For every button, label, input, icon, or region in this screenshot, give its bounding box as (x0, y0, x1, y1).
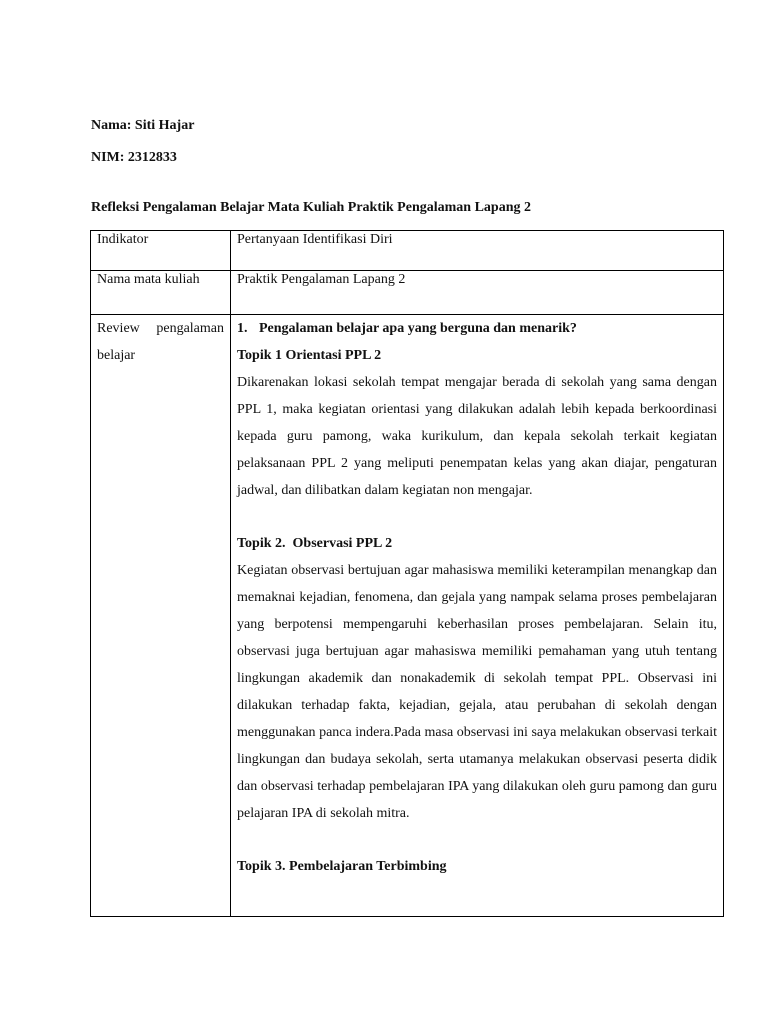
document-title: Refleksi Pengalaman Belajar Mata Kuliah Praktik Pengalaman Lapang 2 (91, 200, 531, 215)
topic-title: Topik 3. Pembelajaran Terbimbing (237, 859, 447, 874)
course-label: Nama mata kuliah (91, 271, 231, 315)
table-row (91, 271, 724, 315)
review-label (91, 315, 231, 917)
spacer (237, 504, 717, 530)
spacer (237, 827, 717, 853)
header-indikator: Indikator (91, 231, 231, 271)
header-pertanyaan: Pertanyaan Identifikasi Diri (231, 231, 724, 271)
review-label-line1: Review pengalaman (97, 321, 224, 336)
review-content (231, 315, 724, 917)
topic-title: Topik 2. Observasi PPL 2 (237, 536, 393, 551)
student-name: Nama: Siti Hajar (91, 118, 195, 133)
topic-title: Topik 1 Orientasi PPL 2 (237, 348, 382, 363)
table-header-row (91, 231, 724, 271)
question-number: 1. (237, 321, 248, 336)
question (237, 315, 717, 342)
topic-body: Kegiatan observasi bertujuan agar mahasiswa memiliki keterampilan menangkap dan memaknai kejadian, fenomena, dan gejala yang nampak selama proses pembelajaran yang berpotensi mempengaruhi keberhasilan proses pembelajaran. Selain itu, observasi juga bertujuan agar mahasiswa memiliki pemahaman yang utuh tentang lingkungan akademik dan nonakademik di sekolah tempat PPL. Observasi ini dilakukan terhadap fakta, kejadian, gejala, atau perubahan di sekolah dengan menggunakan panca indera.Pada masa observasi ini saya melakukan observasi terkait lingkungan dan budaya sekolah, serta utamanya melakukan observasi peserta didik dan observasi terhadap pembelajaran IPA yang dilakukan oleh guru pamong dan guru pelajaran IPA di sekolah mitra. (237, 563, 717, 821)
review-label-line2: belajar (97, 348, 136, 363)
course-value: Praktik Pengalaman Lapang 2 (231, 271, 724, 315)
table-row (91, 315, 724, 917)
question-text: Pengalaman belajar apa yang berguna dan menarik? (259, 321, 577, 336)
topic-body: Dikarenakan lokasi sekolah tempat mengajar berada di sekolah yang sama dengan PPL 1, maka kegiatan orientasi yang dilakukan adalah lebih kepada berkoordinasi kepada guru pamong, waka kurikulum, dan kepala sekolah terkait kegiatan pelaksanaan PPL 2 yang meliputi penempatan kelas yang akan diajar, pengaturan jadwal, dan dilibatkan dalam kegiatan non mengajar. (237, 375, 717, 498)
reflection-table (90, 230, 724, 917)
student-nim: NIM: 2312833 (91, 150, 177, 165)
